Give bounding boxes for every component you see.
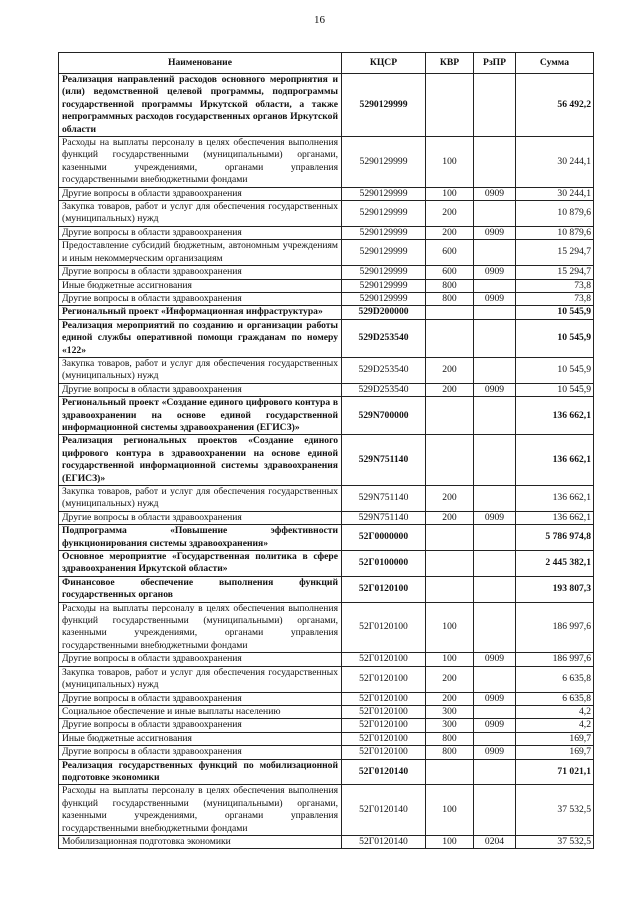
cell-rzpr [474, 74, 516, 137]
cell-sum: 169,7 [516, 746, 594, 759]
cell-kvr: 200 [426, 383, 474, 396]
table-row [59, 835, 594, 848]
cell-rzpr: 0909 [474, 719, 516, 732]
cell-rzpr [474, 732, 516, 745]
cell-rzpr [474, 705, 516, 718]
cell-name: Расходы на выплаты персоналу в целях обеспечения выполнения функций государственными (муниципальными) органами, казенными учреждениями, органами управления государственными внебюджетными фондами [59, 137, 342, 188]
cell-sum: 73,8 [516, 279, 594, 292]
cell-rzpr [474, 602, 516, 653]
cell-kvr [426, 576, 474, 602]
cell-sum: 6 635,8 [516, 692, 594, 705]
cell-rzpr [474, 319, 516, 357]
cell-name: Закупка товаров, работ и услуг для обеспечения государственных (муниципальных) нужд [59, 666, 342, 692]
cell-sum: 10 545,9 [516, 383, 594, 396]
cell-sum: 15 294,7 [516, 266, 594, 279]
table-row [59, 240, 594, 266]
table-row [59, 383, 594, 396]
table-row [59, 759, 594, 785]
cell-kcsr: 5290129999 [342, 187, 426, 200]
cell-kcsr: 52Г0120100 [342, 732, 426, 745]
cell-kvr: 200 [426, 201, 474, 227]
cell-name: Социальное обеспечение и иные выплаты населению [59, 705, 342, 718]
cell-rzpr [474, 279, 516, 292]
table-row [59, 511, 594, 524]
budget-table [58, 52, 594, 849]
cell-name: Другие вопросы в области здравоохранения [59, 266, 342, 279]
cell-sum: 136 662,1 [516, 486, 594, 512]
cell-rzpr [474, 397, 516, 435]
cell-kcsr: 52Г0120100 [342, 653, 426, 666]
cell-kcsr: 52Г0120140 [342, 759, 426, 785]
cell-rzpr [474, 525, 516, 551]
cell-rzpr [474, 306, 516, 319]
cell-kvr: 600 [426, 240, 474, 266]
table-header-row [59, 53, 594, 74]
header-name: Наименование [59, 53, 342, 74]
cell-sum: 56 492,2 [516, 74, 594, 137]
cell-rzpr [474, 435, 516, 486]
cell-kcsr: 52Г0120100 [342, 602, 426, 653]
cell-kcsr: 5290129999 [342, 137, 426, 188]
cell-name: Другие вопросы в области здравоохранения [59, 653, 342, 666]
cell-kvr: 200 [426, 692, 474, 705]
cell-kcsr: 529N751140 [342, 435, 426, 486]
table-row [59, 137, 594, 188]
cell-kvr [426, 551, 474, 577]
cell-name: Реализация направлений расходов основного мероприятия и (или) ведомственной целевой программы, подпрограммы государственной программы Иркутской области, а также непрограммных расходов государственных органов Иркутской области [59, 74, 342, 137]
cell-kcsr: 52Г0120100 [342, 746, 426, 759]
header-sum: Сумма [516, 53, 594, 74]
table-row [59, 551, 594, 577]
cell-kvr: 200 [426, 486, 474, 512]
cell-name: Реализация региональных проектов «Создание единого цифрового контура в здравоохранении на основе единой государственной информационной системы здравоохранения (ЕГИСЗ)» [59, 435, 342, 486]
cell-kvr: 800 [426, 746, 474, 759]
cell-rzpr [474, 201, 516, 227]
table-row [59, 653, 594, 666]
cell-name: Реализация государственных функций по мобилизационной подготовке экономики [59, 759, 342, 785]
cell-sum: 136 662,1 [516, 397, 594, 435]
cell-kvr: 200 [426, 226, 474, 239]
cell-name: Иные бюджетные ассигнования [59, 279, 342, 292]
table-row [59, 357, 594, 383]
cell-kvr: 800 [426, 279, 474, 292]
cell-name: Другие вопросы в области здравоохранения [59, 692, 342, 705]
cell-rzpr [474, 576, 516, 602]
header-rzpr: РзПР [474, 53, 516, 74]
table-row [59, 692, 594, 705]
cell-name: Закупка товаров, работ и услуг для обеспечения государственных (муниципальных) нужд [59, 486, 342, 512]
cell-name: Расходы на выплаты персоналу в целях обеспечения выполнения функций государственными (муниципальными) органами, казенными учреждениями, органами управления государственными внебюджетными фондами [59, 602, 342, 653]
cell-name: Расходы на выплаты персоналу в целях обеспечения выполнения функций государственными (муниципальными) органами, казенными учреждениями, органами управления государственными внебюджетными фондами [59, 785, 342, 836]
cell-sum: 73,8 [516, 292, 594, 305]
cell-kvr: 300 [426, 719, 474, 732]
table-row [59, 306, 594, 319]
page-number: 16 [314, 14, 325, 26]
cell-kcsr: 529D253540 [342, 319, 426, 357]
cell-kcsr: 529D200000 [342, 306, 426, 319]
cell-sum: 37 532,5 [516, 785, 594, 836]
cell-rzpr: 0909 [474, 383, 516, 396]
cell-name: Реализация мероприятий по созданию и организации работы единой службы оперативной помощи гражданам по номеру «122» [59, 319, 342, 357]
cell-sum: 186 997,6 [516, 602, 594, 653]
cell-name: Предоставление субсидий бюджетным, автономным учреждениям и иным некоммерческим организациям [59, 240, 342, 266]
table-row [59, 732, 594, 745]
cell-rzpr: 0909 [474, 187, 516, 200]
cell-kcsr: 52Г0000000 [342, 525, 426, 551]
table-row [59, 319, 594, 357]
table-row [59, 785, 594, 836]
cell-sum: 30 244,1 [516, 187, 594, 200]
cell-kvr: 800 [426, 292, 474, 305]
cell-name: Основное мероприятие «Государственная политика в сфере здравоохранения Иркутской области» [59, 551, 342, 577]
cell-kvr: 100 [426, 187, 474, 200]
cell-sum: 169,7 [516, 732, 594, 745]
table-row [59, 719, 594, 732]
cell-kvr [426, 319, 474, 357]
cell-kvr: 800 [426, 732, 474, 745]
cell-rzpr: 0909 [474, 653, 516, 666]
cell-kcsr: 52Г0120100 [342, 666, 426, 692]
cell-sum: 10 879,6 [516, 201, 594, 227]
cell-name: Финансовое обеспечение выполнения функций государственных органов [59, 576, 342, 602]
cell-rzpr [474, 666, 516, 692]
cell-kvr [426, 759, 474, 785]
cell-name: Другие вопросы в области здравоохранения [59, 383, 342, 396]
cell-name: Закупка товаров, работ и услуг для обеспечения государственных (муниципальных) нужд [59, 201, 342, 227]
cell-kcsr: 5290129999 [342, 201, 426, 227]
cell-sum: 10 545,9 [516, 319, 594, 357]
cell-rzpr [474, 486, 516, 512]
table-row [59, 226, 594, 239]
cell-kvr: 100 [426, 602, 474, 653]
cell-rzpr: 0909 [474, 292, 516, 305]
table-row [59, 705, 594, 718]
cell-kcsr: 52Г0120140 [342, 835, 426, 848]
cell-kvr: 600 [426, 266, 474, 279]
cell-rzpr [474, 759, 516, 785]
cell-rzpr: 0909 [474, 226, 516, 239]
table-row [59, 525, 594, 551]
cell-kvr: 300 [426, 705, 474, 718]
cell-sum: 5 786 974,8 [516, 525, 594, 551]
cell-rzpr [474, 240, 516, 266]
table-row [59, 266, 594, 279]
cell-sum: 10 879,6 [516, 226, 594, 239]
cell-kcsr: 5290129999 [342, 226, 426, 239]
cell-kcsr: 5290129999 [342, 266, 426, 279]
cell-name: Региональный проект «Информационная инфраструктура» [59, 306, 342, 319]
cell-kcsr: 52Г0120100 [342, 705, 426, 718]
cell-name: Закупка товаров, работ и услуг для обеспечения государственных (муниципальных) нужд [59, 357, 342, 383]
cell-sum: 10 545,9 [516, 357, 594, 383]
table-row [59, 292, 594, 305]
cell-name: Мобилизационная подготовка экономики [59, 835, 342, 848]
cell-rzpr [474, 551, 516, 577]
cell-kvr [426, 74, 474, 137]
cell-kvr: 100 [426, 137, 474, 188]
cell-name: Иные бюджетные ассигнования [59, 732, 342, 745]
cell-sum: 15 294,7 [516, 240, 594, 266]
cell-kvr [426, 397, 474, 435]
cell-sum: 10 545,9 [516, 306, 594, 319]
cell-rzpr [474, 357, 516, 383]
cell-rzpr: 0909 [474, 692, 516, 705]
cell-kcsr: 52Г0100000 [342, 551, 426, 577]
cell-rzpr: 0204 [474, 835, 516, 848]
table-row [59, 435, 594, 486]
cell-kcsr: 5290129999 [342, 240, 426, 266]
cell-kcsr: 529D253540 [342, 383, 426, 396]
cell-sum: 136 662,1 [516, 435, 594, 486]
cell-rzpr: 0909 [474, 746, 516, 759]
cell-name: Другие вопросы в области здравоохранения [59, 187, 342, 200]
cell-kcsr: 5290129999 [342, 292, 426, 305]
header-kvr: КВР [426, 53, 474, 74]
cell-rzpr: 0909 [474, 266, 516, 279]
cell-sum: 71 021,1 [516, 759, 594, 785]
table-body [59, 74, 594, 849]
cell-kcsr: 529D253540 [342, 357, 426, 383]
cell-sum: 186 997,6 [516, 653, 594, 666]
cell-rzpr [474, 137, 516, 188]
cell-name: Региональный проект «Создание единого цифрового контура в здравоохранении на основе единой государственной информационной системы здравоохранения (ЕГИСЗ)» [59, 397, 342, 435]
cell-kcsr: 5290129999 [342, 279, 426, 292]
cell-name: Другие вопросы в области здравоохранения [59, 719, 342, 732]
cell-sum: 136 662,1 [516, 511, 594, 524]
cell-sum: 2 445 382,1 [516, 551, 594, 577]
header-kcsr: КЦСР [342, 53, 426, 74]
cell-kcsr: 52Г0120100 [342, 719, 426, 732]
table-row [59, 666, 594, 692]
cell-sum: 193 807,3 [516, 576, 594, 602]
table-row [59, 201, 594, 227]
table-row [59, 74, 594, 137]
cell-kcsr: 52Г0120100 [342, 576, 426, 602]
cell-name: Другие вопросы в области здравоохранения [59, 292, 342, 305]
cell-kvr: 100 [426, 835, 474, 848]
cell-kcsr: 529N751140 [342, 486, 426, 512]
cell-sum: 4,2 [516, 705, 594, 718]
cell-kvr: 100 [426, 785, 474, 836]
cell-kcsr: 529N751140 [342, 511, 426, 524]
cell-sum: 6 635,8 [516, 666, 594, 692]
cell-name: Подпрограмма «Повышение эффективности функционирования системы здравоохранения» [59, 525, 342, 551]
cell-kvr [426, 435, 474, 486]
cell-sum: 37 532,5 [516, 835, 594, 848]
cell-kcsr: 52Г0120100 [342, 692, 426, 705]
cell-sum: 30 244,1 [516, 137, 594, 188]
cell-kvr [426, 525, 474, 551]
cell-rzpr [474, 785, 516, 836]
cell-rzpr: 0909 [474, 511, 516, 524]
cell-name: Другие вопросы в области здравоохранения [59, 511, 342, 524]
cell-name: Другие вопросы в области здравоохранения [59, 746, 342, 759]
table-row [59, 746, 594, 759]
cell-name: Другие вопросы в области здравоохранения [59, 226, 342, 239]
cell-kvr: 100 [426, 653, 474, 666]
cell-kvr: 200 [426, 666, 474, 692]
table-row [59, 279, 594, 292]
cell-kvr: 200 [426, 357, 474, 383]
cell-kvr [426, 306, 474, 319]
cell-kcsr: 52Г0120140 [342, 785, 426, 836]
cell-kcsr: 5290129999 [342, 74, 426, 137]
cell-sum: 4,2 [516, 719, 594, 732]
table-row [59, 602, 594, 653]
table-row [59, 397, 594, 435]
table-row [59, 576, 594, 602]
table-row [59, 187, 594, 200]
cell-kcsr: 529N700000 [342, 397, 426, 435]
table-row [59, 486, 594, 512]
cell-kvr: 200 [426, 511, 474, 524]
